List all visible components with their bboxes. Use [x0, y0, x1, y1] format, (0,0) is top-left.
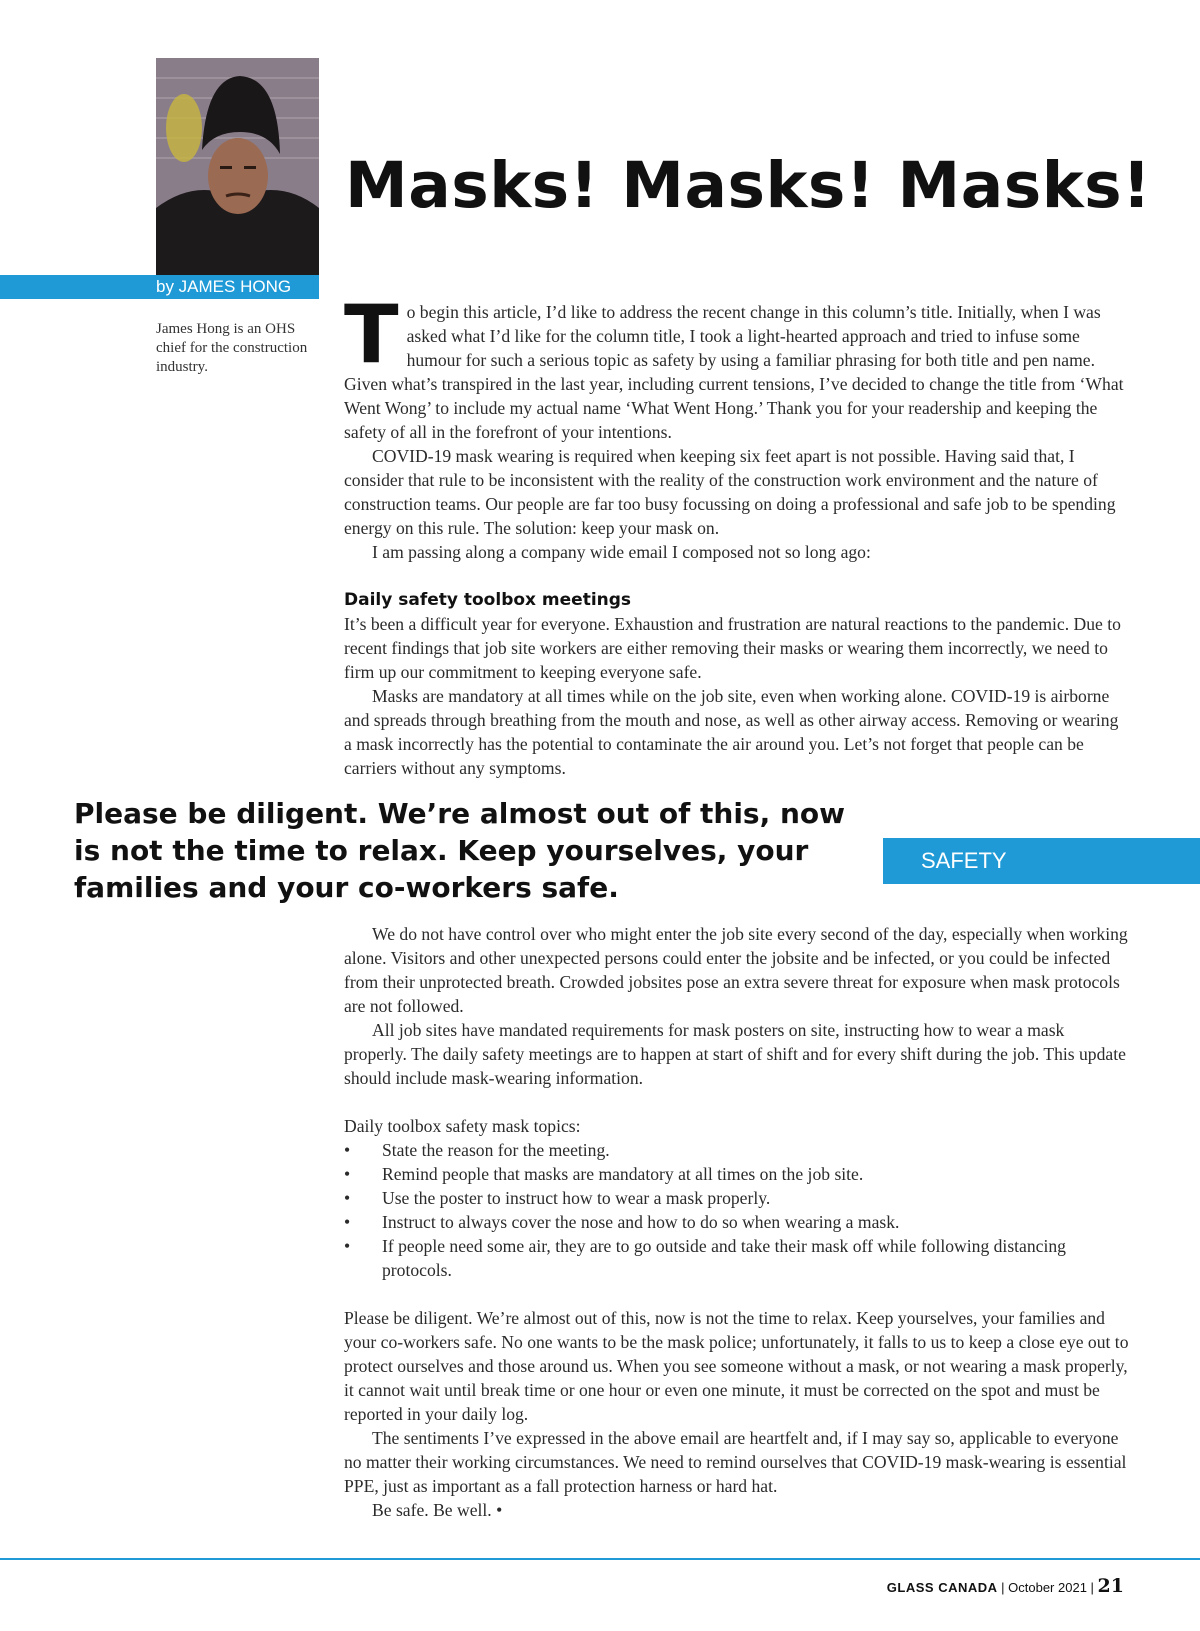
intro-paragraph: COVID-19 mask wearing is required when keeping six feet apart is not possible. Having said that, I consider that rule to be inconsistent with the reality of the construction work environment and the nature of construction teams. Our people are far too busy focussing on doing a professional and safe job to be spending energy on this rule. The solution: keep your mask on. — [344, 446, 1116, 538]
list-item: • Use the poster to instruct how to wear a mask properly. — [344, 1188, 771, 1208]
author-photo — [156, 58, 319, 276]
byline: by JAMES HONG — [0, 275, 319, 299]
article-continued — [344, 922, 1130, 1522]
body-paragraph: All job sites have mandated requirements for mask posters on site, instructing how to wear a mask properly. The daily safety meetings are to happen at start of shift and for every shift during the job. This update should include mask-wearing information. — [344, 1020, 1126, 1088]
list-item: • If people need some air, they are to go outside and take their mask off while following distancing protocols. — [344, 1236, 1066, 1280]
spacer — [344, 1090, 1130, 1114]
section-tab-safety: SAFETY — [883, 838, 1200, 884]
intro-paragraph: To begin this article, I’d like to address the recent change in this column’s title. Initially, when I was asked what I’d like for the column title, I took a light-hearted approach and tried to infuse some humour for such a serious topic as safety by using a familiar phrasing for both title and pen name. Given what’s transpired in the last year, including current tensions, I’ve decided to change the title from ‘What Went Wong’ to include my actual name ‘What Went Hong.’ Thank you for your readership and keeping the safety of all in the forefront of your intentions. — [344, 288, 1124, 442]
closing-paragraph: Be safe. Be well. • — [372, 1500, 503, 1520]
bullet-icon: • — [344, 1140, 351, 1160]
page-footer — [887, 1575, 1124, 1597]
issue-date: | October 2021 | — [1001, 1580, 1094, 1595]
closing-paragraph: The sentiments I’ve expressed in the above email are heartfelt and, if I may say so, applicable to everyone no matter their working circumstances. We need to remind ourselves that COVID-19 mask-wearing is essential PPE, just as important as a fall protection harness or hard hat. — [344, 1428, 1127, 1496]
pull-quote: Please be diligent. We’re almost out of this, now is not the time to relax. Keep yourselves, your families and your co-workers safe. — [74, 797, 845, 904]
topics-list — [344, 1138, 1130, 1282]
closing-paragraph: Please be diligent. We’re almost out of this, now is not the time to relax. Keep yourselves, your families and your co-workers safe. No one wants to be the mask police; unfortunately, it falls to us to keep a close eye out to protect ourselves and those around us. When you see someone without a mask, or not wearing a mask properly, it cannot wait until break time or one hour or even one minute, it must be corrected on the spot and must be reported in your daily log. — [344, 1308, 1129, 1424]
list-item: • Instruct to always cover the nose and how to do so when wearing a mask. — [344, 1212, 900, 1232]
email-subheading: Daily safety toolbox meetings — [344, 590, 632, 610]
bullet-icon: • — [344, 1212, 351, 1232]
spacer — [344, 564, 1130, 588]
intro-paragraph: I am passing along a company wide email I composed not so long ago: — [372, 542, 871, 562]
bullet-icon: • — [344, 1188, 351, 1208]
page-number: 21 — [1097, 1575, 1124, 1597]
article-intro — [344, 288, 1130, 780]
email-paragraph: Masks are mandatory at all times while on the job site, even when working alone. COVID-19 is airborne and spreads through breathing from the mouth and nose, as well as other airway access. Removing or wearing a mask incorrectly has the potential to contaminate the air around you. Let’s not forget that people can be carriers without any symptoms. — [344, 686, 1119, 778]
magazine-name: GLASS CANADA — [886, 1580, 998, 1595]
spacer — [344, 1282, 1130, 1306]
drop-cap: T — [344, 288, 399, 381]
body-paragraph: We do not have control over who might enter the job site every second of the day, especially when working alone. Visitors and other unexpected persons could enter the jobsite and be infected, or you could be infected from their unprotected breath. Crowded jobsites pose an extra severe threat for exposure when mask protocols are not followed. — [344, 924, 1128, 1016]
list-item: • Remind people that masks are mandatory at all times on the job site. — [344, 1164, 864, 1184]
email-paragraph: It’s been a difficult year for everyone. Exhaustion and frustration are natural reactions to the pandemic. Due to recent findings that job site workers are either removing their masks or wearing them incorrectly, we need to firm up our commitment to keeping everyone safe. — [344, 614, 1121, 682]
footer-rule — [0, 1558, 1200, 1560]
topics-heading: Daily toolbox safety mask topics: — [344, 1116, 581, 1136]
bullet-icon: • — [344, 1164, 351, 1184]
author-bio: James Hong is an OHS chief for the construction industry. — [156, 321, 308, 375]
list-item: • State the reason for the meeting. — [344, 1140, 610, 1160]
article-title: Masks! Masks! Masks! — [345, 149, 1152, 222]
bullet-icon: • — [344, 1236, 351, 1256]
